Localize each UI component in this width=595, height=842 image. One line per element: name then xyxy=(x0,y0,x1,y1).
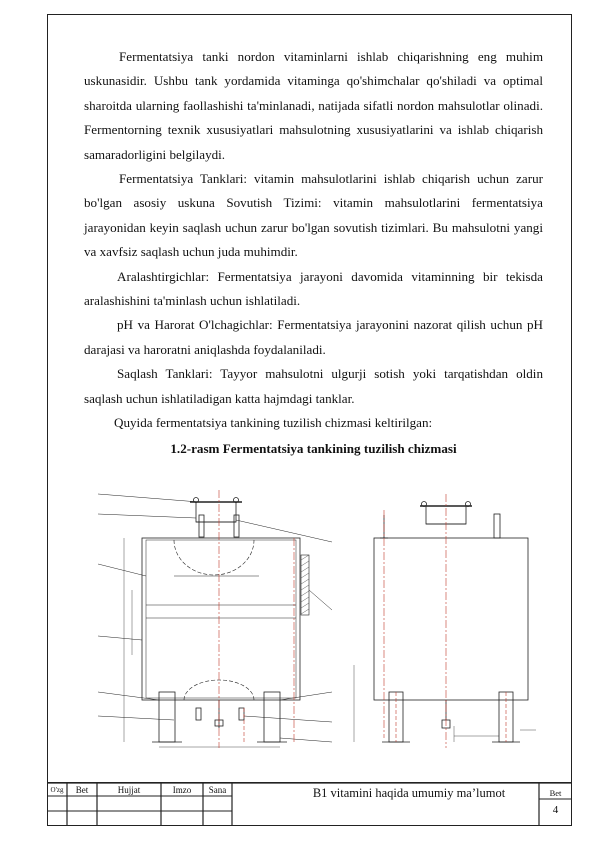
left-tank-body xyxy=(142,538,300,700)
paragraph-2: Fermentatsiya Tanklari: vitamin mahsulotlarini ishlab chiqarish uchun zarur bo'lgan asosiy uskuna Sovutish Tizimi: vitamin mahsulotlarini fermentatsiya jarayonidan keyin saqlash uchun zarur bo'lgan sovutish tizimlari. Bu mahsulotni yangi va xavfsiz saqlash uchun juda muhimdir. xyxy=(84,171,543,260)
paragraph-5: Saqlash Tanklari: Tayyor mahsulotni ulgurji sotish yoki tarqatishdan oldin saqlash uchun ishlatiladigan katta hajmdagi tanklar. xyxy=(84,366,543,406)
page-label: Bet xyxy=(549,788,562,798)
paragraph-1: Fermentatsiya tanki nordon vitaminlarni ishlab chiqarishning eng muhim uskunasidir. Ushbu tank yordamida vitaminga qo'shimchalar qo'shiladi va optimal sharoitda ularning faollashishi ta'minlanadi, natijada sifatli nordon mahsulotlar olinadi. Fermentorning texnik xususiyatlari mahsulotning xususiyatlarini va ishlab chiqarish samaradorligini belgilaydi. xyxy=(84,49,543,162)
izm-label: O'zg xyxy=(50,786,64,794)
page-number: 4 xyxy=(552,804,559,816)
paragraph-3: Aralashtirgichlar: Fermentatsiya jarayoni davomida vitaminning bir tekisda aralashishini ta'minlash uchun ishlatiladi. xyxy=(84,268,543,309)
body-text xyxy=(84,45,543,461)
right-tank-body xyxy=(374,538,528,700)
document-title: B1 vitamini haqida umumiy ma’lumot xyxy=(312,786,506,800)
signature-label: Imzo xyxy=(172,785,192,795)
figure-caption: 1.2-rasm Fermentatsiya tankining tuzilish chizmasi xyxy=(170,440,457,456)
date-label: Sana xyxy=(208,785,227,795)
title-block xyxy=(47,782,572,826)
list-label: Bet xyxy=(75,785,89,795)
document-label: Hujjat xyxy=(117,785,141,795)
paragraph-6: Quyida fermentatsiya tankining tuzilish chizmasi keltirilgan: xyxy=(114,415,433,431)
paragraph-4: pH va Harorat O'lchagichlar: Fermentatsiya jarayonini nazorat qilish uchun pH darajasi va haroratni aniqlashda foydalaniladi. xyxy=(84,317,543,357)
tank-drawing xyxy=(84,480,544,750)
